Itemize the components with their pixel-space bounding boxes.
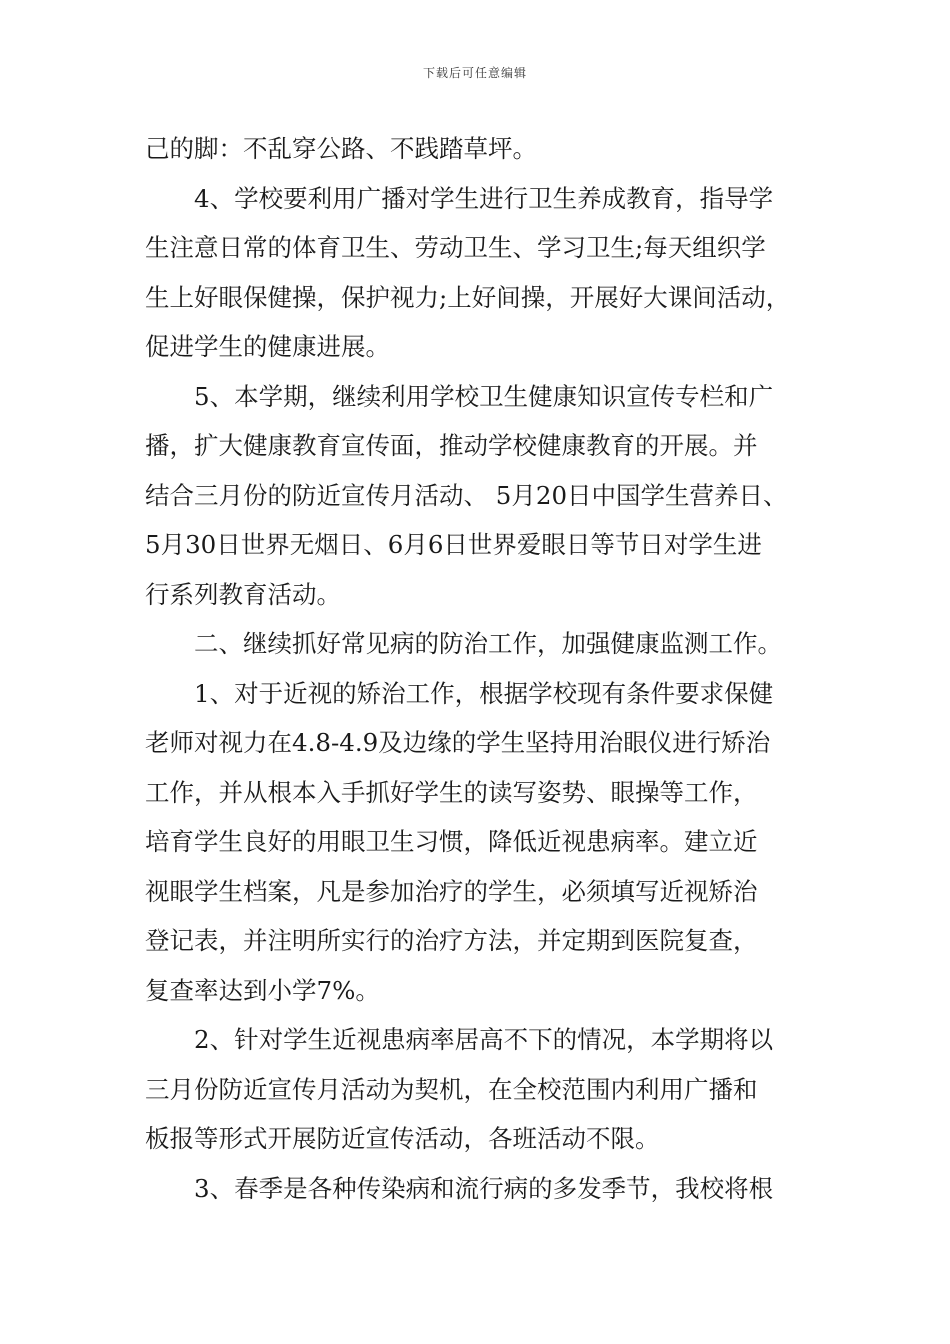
text-line: 板报等形式开展防近宣传活动，各班活动不限。 bbox=[145, 1124, 660, 1153]
text-line: 4、学校要利用广播对学生进行卫生养成教育，指导学 bbox=[194, 183, 774, 213]
text-line: 结合三月份的防近宣传月活动、 5月20日中国学生营养日、 bbox=[145, 480, 788, 510]
text-line: 登记表，并注明所实行的治疗方法，并定期到医院复查， bbox=[145, 926, 758, 955]
text-line: 三月份防近宣传月活动为契机，在全校范围内利用广播和 bbox=[145, 1074, 758, 1104]
text-line: 二、继续抓好常见病的防治工作，加强健康监测工作。 bbox=[194, 629, 782, 658]
text-line: 促进学生的健康进展。 bbox=[145, 332, 390, 361]
text-line: 1、对于近视的矫治工作，根据学校现有条件要求保健 bbox=[194, 678, 774, 708]
document-body bbox=[145, 124, 813, 1213]
text-line: 3、春季是各种传染病和流行病的多发季节，我校将根 bbox=[194, 1173, 774, 1203]
text-line: 生上好眼保健操，保护视力;上好间操，开展好大课间活动， bbox=[145, 282, 791, 312]
text-line: 培育学生良好的用眼卫生习惯，降低近视患病率。建立近 bbox=[145, 827, 758, 856]
text-line: 工作，并从根本入手抓好学生的读写姿势、眼操等工作， bbox=[145, 777, 758, 807]
text-line: 播，扩大健康教育宣传面，推动学校健康教育的开展。并 bbox=[145, 431, 758, 460]
text-line: 行系列教育活动。 bbox=[145, 579, 341, 609]
text-line: 2、针对学生近视患病率居高不下的情况，本学期将以 bbox=[194, 1025, 774, 1054]
text-line: 5、本学期，继续利用学校卫生健康知识宣传专栏和广 bbox=[194, 381, 774, 411]
text-line: 视眼学生档案，凡是参加治疗的学生，必须填写近视矫治 bbox=[145, 876, 758, 906]
text-line: 老师对视力在4.8-4.9及边缘的学生坚持用治眼仪进行矫治 bbox=[145, 728, 771, 757]
page-header: 下载后可任意编辑 bbox=[422, 66, 527, 80]
text-line: 己的脚：不乱穿公路、不践踏草坪。 bbox=[145, 134, 537, 163]
text-line: 生注意日常的体育卫生、劳动卫生、学习卫生;每天组织学 bbox=[145, 233, 766, 262]
text-line: 5月30日世界无烟日、6月6日世界爱眼日等节日对学生进 bbox=[145, 530, 762, 559]
text-line: 复查率达到小学7%。 bbox=[145, 975, 380, 1005]
